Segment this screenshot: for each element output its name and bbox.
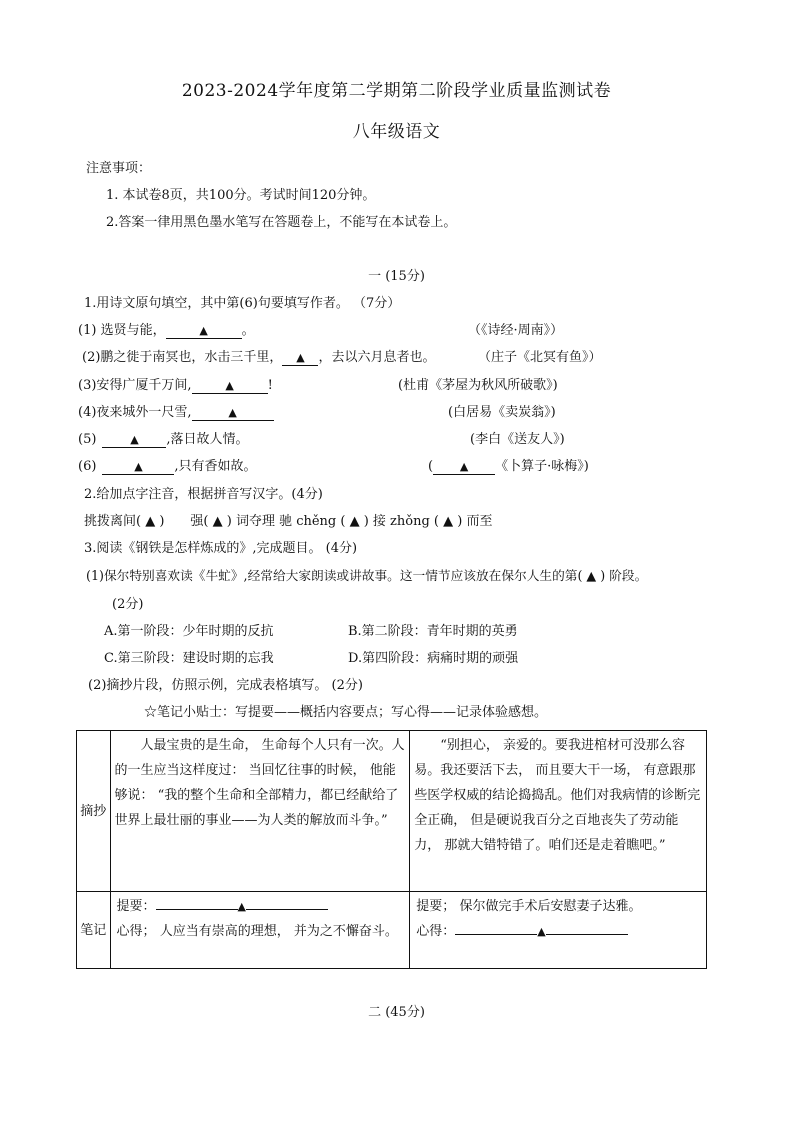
triangle-marker-icon: ▲ xyxy=(459,460,469,473)
q2-line: 挑拨离间( ▲ ) 强( ▲ ) 词夺理 驰 chěng ( ▲ ) 接 zhǒng ( ▲ ) 而至 xyxy=(84,514,493,529)
author-blank[interactable] xyxy=(433,459,495,475)
q3-sub1-score: (2分) xyxy=(112,597,144,612)
triangle-marker-icon: ▲ xyxy=(537,925,546,938)
q1-before: 夜来城外一尺雪, xyxy=(96,405,192,420)
q1-num: (4) xyxy=(78,405,97,420)
q1-source-open: ( xyxy=(428,459,434,474)
q1-line-3 xyxy=(78,377,273,395)
q1-source-1: （《诗经·周南》） xyxy=(468,323,564,338)
q1-line-5 xyxy=(78,431,249,449)
section-1-heading: 一 (15分) xyxy=(368,269,425,284)
q1-source-5: (李白《送友人》) xyxy=(470,432,565,447)
left-summary-label: 提要： xyxy=(116,899,156,914)
triangle-marker-icon: ▲ xyxy=(228,406,237,419)
excerpt-left xyxy=(110,731,410,892)
notice-label: 注意事项： xyxy=(86,161,152,176)
q3-prompt: 3.阅读《钢铁是怎样炼成的》,完成题目。 (4分) xyxy=(84,541,358,556)
q1-line-4 xyxy=(78,404,274,422)
q1-before: 安得广厦千万间, xyxy=(96,378,192,393)
exam-subtitle: 八年级语文 xyxy=(352,122,441,142)
table-row xyxy=(77,892,707,969)
q2-prompt: 2.给加点字注音，根据拼音写汉字。(4分) xyxy=(84,487,323,502)
right-summary-label: 提要； xyxy=(416,899,456,914)
triangle-marker-icon: ▲ xyxy=(237,900,247,913)
answer-blank[interactable] xyxy=(192,378,268,394)
left-summary xyxy=(115,894,406,919)
answer-blank[interactable] xyxy=(166,323,242,339)
answer-blank[interactable] xyxy=(455,921,537,935)
section-2-heading: 二 (45分) xyxy=(368,1005,425,1020)
left-heart-text: 人应当有崇高的理想， 并为之不懈奋斗。 xyxy=(159,924,398,939)
q1-source-3: (杜甫《茅屋为秋风所破歌》) xyxy=(398,378,558,393)
answer-blank[interactable] xyxy=(102,459,174,475)
excerpt-right xyxy=(410,731,707,892)
q1-after: 。 xyxy=(241,323,255,338)
option-b[interactable]: B.第二阶段：青年时期的英勇 xyxy=(348,624,518,639)
right-summary xyxy=(414,894,702,919)
q1-num: (5) xyxy=(78,432,97,447)
triangle-marker-icon: ▲ xyxy=(199,324,208,337)
q3-sub2: (2)摘抄片段，仿照示例，完成表格填写。 (2分) xyxy=(88,678,363,693)
q1-before: 选贤与能， xyxy=(100,323,166,338)
notice-item-1: 1. 本试卷8页，共100分。考试时间120分钟。 xyxy=(106,188,376,203)
answer-blank[interactable] xyxy=(282,350,318,366)
exam-title: 2023-2024学年度第二学期第二阶段学业质量监测试卷 xyxy=(181,81,612,101)
left-heart-label: 心得； xyxy=(116,924,156,939)
row-head-notes: 笔记 xyxy=(77,892,111,969)
note-table xyxy=(76,730,707,969)
triangle-marker-icon: ▲ xyxy=(225,379,234,392)
notes-right xyxy=(410,892,707,969)
option-c[interactable]: C.第三阶段：建设时期的忘我 xyxy=(104,651,274,666)
note-tip: ☆笔记小贴士：写提要——概括内容要点；写心得——记录体验感想。 xyxy=(144,705,548,720)
notice-item-2: 2.答案一律用黑色墨水笔写在答题卷上，不能写在本试卷上。 xyxy=(106,215,457,230)
q1-source-2: （庄子《北冥有鱼》） xyxy=(478,350,602,365)
row-head-excerpt: 摘抄 xyxy=(77,731,111,892)
q1-num: (6) xyxy=(78,459,97,474)
q1-after: ,只有香如故。 xyxy=(174,459,257,474)
q1-after: ! xyxy=(267,378,273,393)
option-d[interactable]: D.第四阶段：病痛时期的顽强 xyxy=(348,651,519,666)
triangle-marker-icon: ▲ xyxy=(130,433,139,446)
q1-num: (1) xyxy=(78,323,97,338)
q1-after: ,落日故人情。 xyxy=(166,432,249,447)
answer-blank[interactable] xyxy=(102,432,166,448)
right-heart-label: 心得： xyxy=(416,924,456,939)
left-heart xyxy=(115,919,406,945)
q1-source-text: 《卜算子·咏梅》) xyxy=(495,459,589,474)
q1-num: (2) xyxy=(82,350,101,365)
q1-prompt: 1.用诗文原句填空，其中第(6)句要填写作者。 （7分） xyxy=(84,296,401,311)
q1-before: 鹏之徙于南冥也，水击三千里， xyxy=(100,350,283,365)
q1-line-6 xyxy=(78,458,257,476)
triangle-marker-icon: ▲ xyxy=(134,460,143,473)
q1-after: ，去以六月息者也。 xyxy=(318,350,436,365)
notes-left xyxy=(110,892,410,969)
q1-source-4: (白居易《卖炭翁》) xyxy=(448,405,556,420)
excerpt-right-text: “别担心， 亲爱的。要我进棺材可没那么容易。我还要活下去， 而且要大干一场， 有意跟那些医学权威的结论捣捣乱。他们对我病情的诊断完全正确， 但是硬说我百分之百地丧失了劳动能力， 那就大错特错了。咱们还是走着瞧吧。” xyxy=(414,738,701,853)
right-heart xyxy=(414,919,702,944)
option-a[interactable]: A.第一阶段：少年时期的反抗 xyxy=(104,624,274,639)
table-row xyxy=(77,731,707,892)
answer-blank[interactable] xyxy=(546,921,628,935)
excerpt-left-text: 人最宝贵的是生命， 生命每个人只有一次。人的一生应当这样度过： 当回忆往事的时候， 他能够说： “我的整个生命和全部精力，都已经献给了世界上最壮丽的事业——为人类的解放而斗争。” xyxy=(114,738,405,828)
q1-line-2 xyxy=(82,349,435,367)
q3-sub1: (1)保尔特别喜欢读《牛虻》,经常给大家朗读或讲故事。这一情节应该放在保尔人生的第( ▲ ) 阶段。 xyxy=(86,568,648,583)
right-summary-text: 保尔做完手术后安慰妻子达雅。 xyxy=(459,899,642,914)
answer-blank[interactable] xyxy=(246,896,328,910)
answer-blank[interactable] xyxy=(192,405,274,421)
answer-blank[interactable] xyxy=(156,896,238,910)
triangle-marker-icon: ▲ xyxy=(296,351,305,364)
q1-line-1 xyxy=(78,322,255,340)
q1-num: (3) xyxy=(78,378,97,393)
q1-source-6 xyxy=(428,458,589,476)
